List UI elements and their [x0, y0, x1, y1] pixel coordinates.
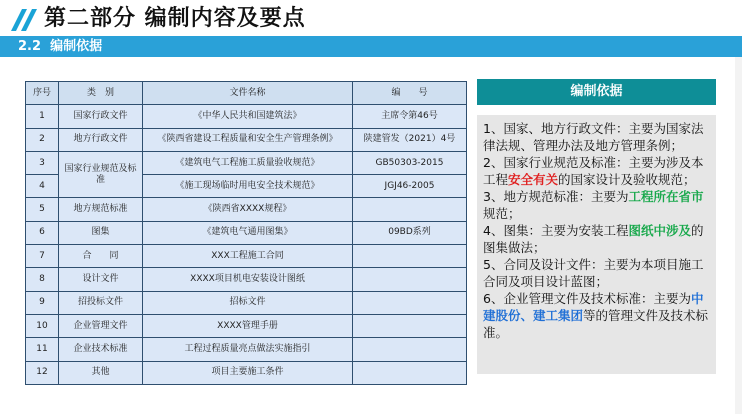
basis-item: [483, 222, 710, 256]
page-title: 第二部分 编制内容及要点: [44, 6, 306, 31]
cell-category: 企业管理文件: [59, 314, 143, 337]
table-row: [26, 361, 467, 384]
basis-item: [483, 290, 710, 341]
cell-no: 10: [26, 314, 59, 337]
cell-no: 4: [26, 175, 59, 198]
table-row: [26, 291, 467, 314]
table-row: [26, 128, 467, 151]
table-row: [26, 105, 467, 128]
cell-code: [353, 268, 467, 291]
column-header-category: 类 别: [59, 82, 143, 105]
basis-item: [483, 120, 710, 154]
cell-code: 陕建管发（2021）4号: [353, 128, 467, 151]
cell-code: [353, 198, 467, 221]
basis-text: 的图集做法；: [483, 223, 704, 255]
panel-title: 编制依据: [477, 79, 716, 105]
table-row: [26, 268, 467, 291]
cell-no: 6: [26, 221, 59, 244]
cell-category: 国家行政文件: [59, 105, 143, 128]
cell-no: 1: [26, 105, 59, 128]
table-row: [26, 338, 467, 361]
column-header-code: 编 号: [353, 82, 467, 105]
basis-text: 2、国家行业规范及标准：主要为涉及本工程: [483, 155, 704, 187]
basis-text: 6、企业管理文件及技术标准：主要为: [483, 291, 691, 306]
scroll-edge: [735, 57, 742, 414]
cell-code: GB50303-2015: [353, 151, 467, 174]
cell-no: 8: [26, 268, 59, 291]
table-row: [26, 151, 467, 174]
section-number: 2.2: [18, 39, 42, 54]
basis-text: 1、国家、地方行政文件：主要为国家法律法规、管理办法及地方管理条例；: [483, 121, 704, 153]
table-row: [26, 198, 467, 221]
panel-body: [477, 115, 716, 374]
column-header-name: 文件名称: [143, 82, 353, 105]
double-slash-logo-icon: [8, 6, 38, 34]
cell-no: 12: [26, 361, 59, 384]
section-heading: [18, 38, 102, 55]
cell-name: 招标文件: [143, 291, 353, 314]
cell-name: 项目主要施工条件: [143, 361, 353, 384]
table-row: [26, 314, 467, 337]
cell-no: 3: [26, 151, 59, 174]
cell-code: [353, 338, 467, 361]
table-row: [26, 245, 467, 268]
basis-item: [483, 154, 710, 188]
basis-item: [483, 256, 710, 290]
cell-category: 企业技术标准: [59, 338, 143, 361]
cell-name: 《中华人民共和国建筑法》: [143, 105, 353, 128]
cell-no: 9: [26, 291, 59, 314]
cell-category: 其他: [59, 361, 143, 384]
section-bar: [0, 36, 742, 57]
cell-name: 《陕西省XXXX规程》: [143, 198, 353, 221]
cell-code: [353, 245, 467, 268]
cell-no: 7: [26, 245, 59, 268]
basis-text: 的国家设计及验收规范；: [558, 172, 696, 187]
column-header-no: 序号: [26, 82, 59, 105]
basis-item: [483, 188, 710, 222]
cell-no: 5: [26, 198, 59, 221]
cell-name: 《建筑电气通用图集》: [143, 221, 353, 244]
cell-name: 《陕西省建设工程质量和安全生产管理条例》: [143, 128, 353, 151]
basis-text: 5、合同及设计文件：主要为本项目施工合同及项目设计蓝图；: [483, 257, 704, 289]
basis-text: 等的管理文件及技术标准。: [483, 308, 709, 340]
cell-code: JGJ46-2005: [353, 175, 467, 198]
cell-category: 国家行业规范及标准: [59, 151, 143, 198]
cell-no: 11: [26, 338, 59, 361]
cell-category: 设计文件: [59, 268, 143, 291]
cell-name: 工程过程质量亮点做法实施指引: [143, 338, 353, 361]
cell-code: 09BD系列: [353, 221, 467, 244]
cell-code: [353, 361, 467, 384]
cell-name: XXX工程施工合同: [143, 245, 353, 268]
highlight-text: 安全有关: [508, 172, 559, 187]
highlight-text: 图纸中涉及: [628, 223, 691, 238]
basis-text: 4、图集：主要为安装工程: [483, 223, 629, 238]
section-title: 编制依据: [50, 39, 103, 54]
cell-name: XXXX项目机电安装设计图纸: [143, 268, 353, 291]
table-header-row: [26, 82, 467, 105]
basis-text: 规范；: [483, 206, 521, 221]
basis-text: 3、地方规范标准：主要为: [483, 189, 629, 204]
cell-name: 《施工现场临时用电安全技术规范》: [143, 175, 353, 198]
cell-category: 地方行政文件: [59, 128, 143, 151]
cell-code: 主席令第46号: [353, 105, 467, 128]
cell-name: XXXX管理手册: [143, 314, 353, 337]
cell-category: 招投标文件: [59, 291, 143, 314]
cell-name: 《建筑电气工程施工质量验收规范》: [143, 151, 353, 174]
cell-no: 2: [26, 128, 59, 151]
cell-code: [353, 291, 467, 314]
highlight-text: 工程所在省市: [628, 189, 704, 204]
table-row: [26, 221, 467, 244]
cell-category: 合 同: [59, 245, 143, 268]
highlight-text: 中建股份、建工集团: [483, 291, 704, 323]
cell-category: 地方规范标准: [59, 198, 143, 221]
cell-code: [353, 314, 467, 337]
basis-table: [25, 81, 467, 385]
cell-category: 图集: [59, 221, 143, 244]
